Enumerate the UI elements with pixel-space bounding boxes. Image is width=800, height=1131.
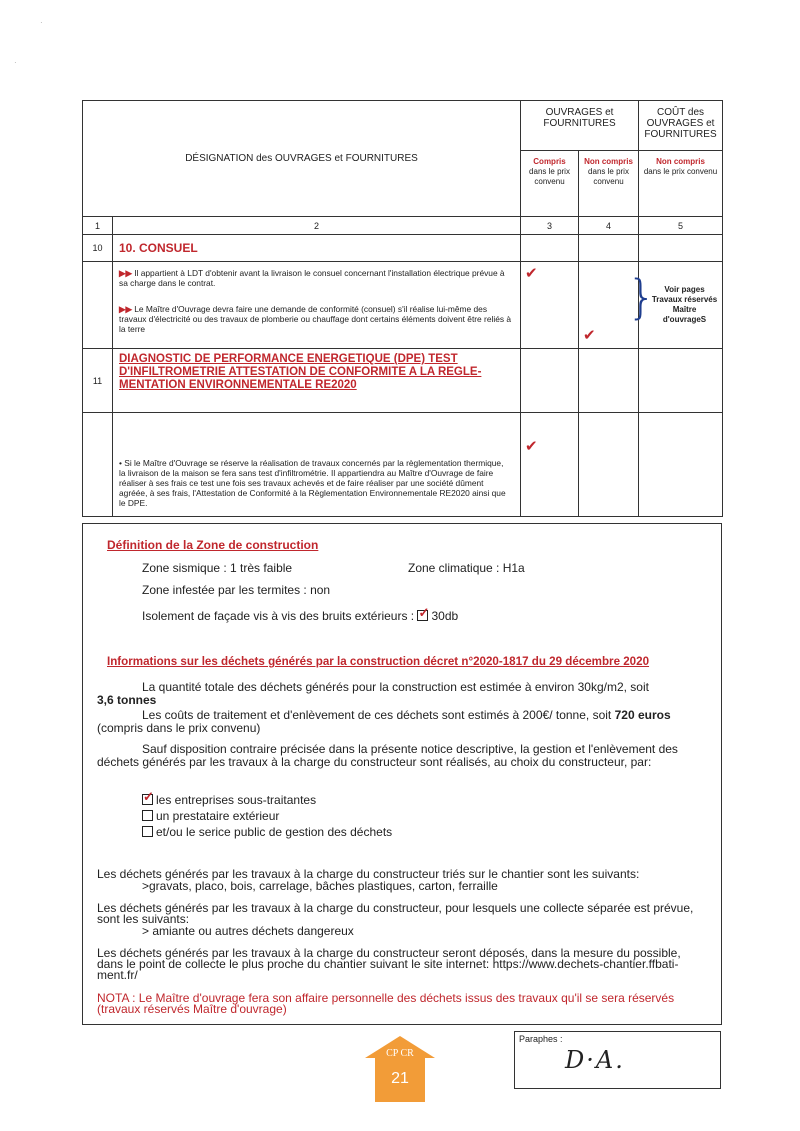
signature: D·A. bbox=[565, 1046, 625, 1074]
consuel-body bbox=[113, 262, 521, 349]
tries-line-1: Les déchets générés par les travaux à la charge du constructeur triés sur le chantier sont les suivants: bbox=[97, 867, 640, 881]
empty-cell bbox=[83, 413, 113, 517]
isolement-checkbox[interactable] bbox=[417, 610, 428, 621]
option-sous-traitantes bbox=[142, 793, 316, 807]
zone-sismique-label: Zone sismique : bbox=[142, 561, 231, 575]
compris-sub: dans le prix convenu bbox=[529, 167, 570, 186]
cout-header: COÛT des OUVRAGES et FOURNITURES bbox=[639, 101, 723, 151]
consuel-para-2: Le Maître d'Ouvrage devra faire une demande de conformité (consuel) s'il réalise lui-même des travaux d'électricité ou des travaux de plomberie ou chauffage dont certains éléments doivent être reliés à la terre bbox=[119, 304, 512, 334]
page-number: 21 bbox=[391, 1070, 409, 1087]
option-label: un prestataire extérieur bbox=[156, 809, 280, 823]
cout-non-compris-label: Non compris bbox=[656, 157, 705, 166]
non-compris-sub: dans le prix convenu bbox=[588, 167, 629, 186]
non-compris-label: Non compris bbox=[584, 157, 633, 166]
page-number-house-icon bbox=[365, 1036, 435, 1102]
dpe-compris-cell bbox=[521, 413, 579, 517]
empty-cell bbox=[579, 349, 639, 413]
dechets-quantite-value: 3,6 tonnes bbox=[97, 693, 157, 707]
col-number-1: 1 bbox=[83, 217, 113, 235]
sauf-line-2: déchets générés par les travaux à la charge du constructeur sont réalisés, au choix du constructeur, par: bbox=[97, 755, 652, 769]
dpe-title: DIAGNOSTIC DE PERFORMANCE ENERGETIQUE (DPE) TEST D'INFILTROMETRIE ATTESTATION DE CONFORMITE A LA REGLE-MENTATION ENVIRONNEMENTALE RE2020 bbox=[113, 349, 521, 413]
nota-line-1: NOTA : Le Maître d'ouvrage fera son affaire personnelle des déchets issus des travaux qu'il se sera réservés bbox=[97, 991, 675, 1005]
collecte-line-3: > amiante ou autres déchets dangereux bbox=[142, 924, 354, 938]
specification-table bbox=[82, 100, 723, 517]
empty-cell bbox=[83, 262, 113, 349]
empty-cell bbox=[579, 235, 639, 262]
empty-cell bbox=[521, 349, 579, 413]
zone-sismique-value: 1 très faible bbox=[230, 561, 293, 575]
isolement-label: Isolement de façade vis à vis des bruits extérieurs : bbox=[142, 609, 418, 623]
service-public-checkbox[interactable] bbox=[142, 826, 153, 837]
zone-sismique bbox=[142, 561, 292, 575]
zone-climatique-label: Zone climatique : bbox=[408, 561, 503, 575]
option-prestataire bbox=[142, 809, 279, 823]
option-service-public bbox=[142, 825, 392, 839]
cout-non-compris-header bbox=[639, 151, 723, 217]
col-number-2: 2 bbox=[113, 217, 521, 235]
scan-mark: · bbox=[14, 58, 17, 67]
option-label: et/ou le serice public de gestion des déchets bbox=[156, 825, 393, 839]
check-mark-icon: ✔ bbox=[525, 265, 538, 282]
zone-isolement bbox=[142, 609, 458, 623]
couts-text: Les coûts de traitement et d'enlèvement de ces déchets sont estimés à 200€/ tonne, soit bbox=[142, 708, 612, 722]
cout-non-compris-sub: dans le prix convenu bbox=[643, 167, 718, 176]
prestataire-checkbox[interactable] bbox=[142, 810, 153, 821]
col-number-3: 3 bbox=[521, 217, 579, 235]
consuel-cout-cell bbox=[627, 262, 723, 349]
designation-header: DÉSIGNATION des OUVRAGES et FOURNITURES bbox=[83, 101, 521, 217]
empty-cell bbox=[639, 349, 723, 413]
row-number-10: 10 bbox=[83, 235, 113, 262]
depot-line-3: ment.fr/ bbox=[97, 968, 138, 982]
isolement-value: 30db bbox=[431, 609, 459, 623]
paraphes-label: Paraphes : bbox=[519, 1034, 563, 1044]
dechets-quantite: La quantité totale des déchets générés pour la construction est estimée à environ 30kg/m2, soit bbox=[142, 680, 649, 694]
arrow-icon: ▶▶ bbox=[119, 304, 132, 314]
check-mark-icon: ✔ bbox=[583, 327, 596, 344]
compris-header bbox=[521, 151, 579, 217]
house-body bbox=[375, 1048, 425, 1102]
dpe-body: • Si le Maître d'Ouvrage se réserve la réalisation de travaux concernés par la règlementation thermique, la livraison de la maison se fera sans test d'infiltrométrie. Il appartiendra au Maître d'Ouvrage de faire réaliser à ses frais ce test une fois ses travaux achevés et de faire réaliser par une société dûment agréée, à ses frais, l'Attestation de Conformité à la Règlementation Environnementale RE2020 ainsi que le DPE. bbox=[113, 413, 521, 517]
nota-line-2: (travaux réservés Maître d'ouvrage) bbox=[97, 1002, 287, 1016]
paraphes-box bbox=[514, 1031, 721, 1089]
house-label: CP CR bbox=[386, 1048, 414, 1059]
consuel-para-1: Il appartient à LDT d'obtenir avant la livraison le consuel concernant l'installation électrique prévue à sa charge dans le contrat. bbox=[119, 268, 505, 288]
col-number-5: 5 bbox=[639, 217, 723, 235]
dechets-couts bbox=[142, 708, 671, 722]
collecte-line-1: Les déchets générés par les travaux à la charge du constructeur, pour lesquels une collecte séparée est prévue, bbox=[97, 901, 694, 915]
tries-line-2: >gravats, placo, bois, carrelage, bâches plastiques, carton, ferraille bbox=[142, 879, 498, 893]
voir-pages-text: Voir pages Travaux réservés Maître d'ouvrageS bbox=[651, 285, 718, 324]
couts-value: 720 euros bbox=[614, 708, 671, 722]
zone-termites: Zone infestée par les termites : non bbox=[142, 583, 331, 597]
couts-suffix: (compris dans le prix convenu) bbox=[97, 721, 261, 735]
empty-cell bbox=[579, 413, 639, 517]
zone-climatique-value: H1a bbox=[502, 561, 525, 575]
option-label: les entreprises sous-traitantes bbox=[156, 793, 317, 807]
depot-line-2: dans le point de collecte le plus proche du chantier suivant le site internet: https://www.dechets-chantier.ffbati- bbox=[97, 957, 679, 971]
col-number-4: 4 bbox=[579, 217, 639, 235]
sauf-line-1: Sauf disposition contraire précisée dans la présente notice descriptive, la gestion et l'enlèvement des bbox=[142, 742, 678, 756]
arrow-icon: ▶▶ bbox=[119, 268, 132, 278]
zone-title: Définition de la Zone de construction bbox=[107, 538, 319, 552]
depot-line-1: Les déchets générés par les travaux à la charge du constructeur seront déposés, dans la mesure du possible, bbox=[97, 946, 681, 960]
collecte-line-2: sont les suivants: bbox=[97, 912, 190, 926]
consuel-compris-cell bbox=[521, 262, 579, 349]
compris-label: Compris bbox=[533, 157, 566, 166]
ouvrages-header: OUVRAGES et FOURNITURES bbox=[521, 101, 639, 151]
brace-icon: } bbox=[627, 270, 657, 324]
zone-climatique bbox=[408, 561, 525, 575]
empty-cell bbox=[639, 235, 723, 262]
empty-cell bbox=[521, 235, 579, 262]
non-compris-header bbox=[579, 151, 639, 217]
check-mark-icon: ✔ bbox=[525, 438, 538, 455]
empty-cell bbox=[639, 413, 723, 517]
dechets-title: Informations sur les déchets générés par la construction décret n°2020-1817 du 29 décembre 2020 bbox=[107, 655, 650, 668]
scan-mark: · bbox=[40, 18, 43, 27]
sous-traitantes-checkbox[interactable] bbox=[142, 794, 153, 805]
consuel-title: 10. CONSUEL bbox=[113, 235, 521, 262]
row-number-11: 11 bbox=[83, 349, 113, 413]
